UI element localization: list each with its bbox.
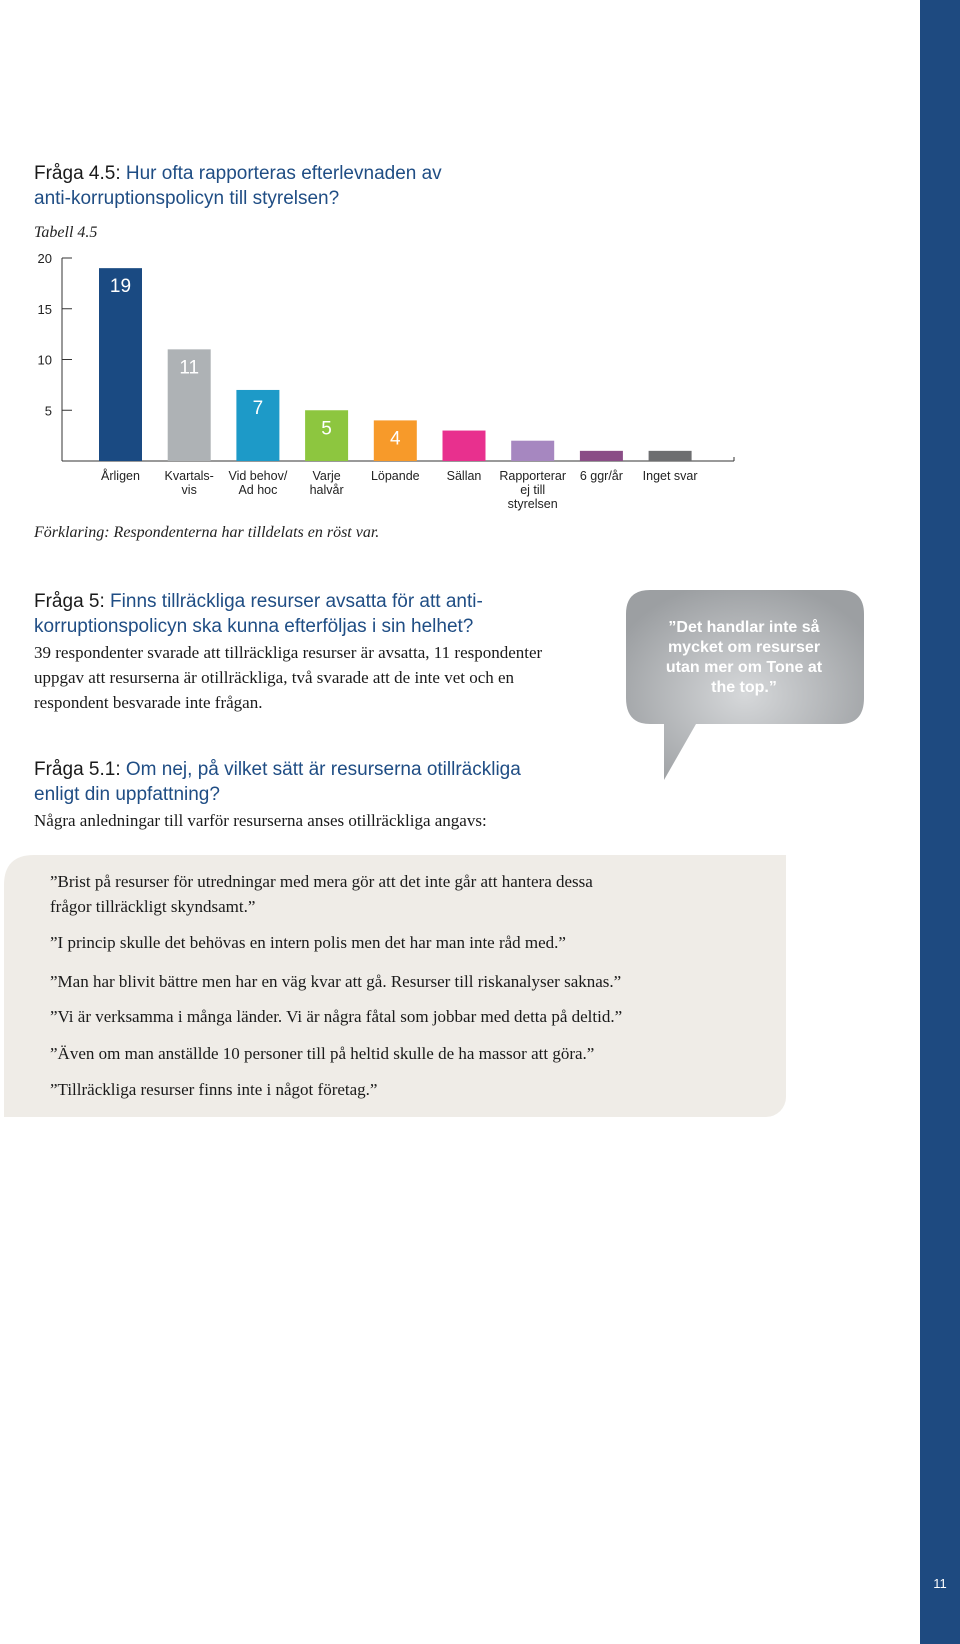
bar-value-label: 11	[179, 357, 200, 379]
speech-bubble-quote	[630, 618, 858, 698]
quote-item	[50, 969, 750, 994]
bubble-line: the top.”	[711, 679, 777, 696]
bubble-line: utan mer om Tone at	[665, 659, 823, 676]
table-label: Tabell 4.5	[34, 224, 98, 241]
category-label: styrelsen	[507, 497, 558, 511]
category-label: 6 ggr/år	[579, 469, 623, 483]
quote-line: ”Tillräckliga resurser finns inte i något företag.”	[50, 1080, 378, 1099]
question-5-1-intro: Några anledningar till varför resurserna anses otillräckliga angavs:	[34, 811, 487, 830]
y-tick-label: 10	[37, 352, 52, 368]
bubble-line: mycket om resurser	[667, 639, 821, 656]
category-label: Ad hoc	[238, 483, 278, 497]
quote-line: frågor tillräckligt skyndsamt.”	[50, 897, 256, 916]
category-label: Kvartals-	[164, 469, 214, 483]
bar	[649, 451, 692, 461]
side-stripe	[920, 0, 960, 1644]
y-tick-label: 5	[44, 403, 52, 419]
question-label: Fråga 5:	[34, 591, 105, 612]
answer-line: respondent besvarade inte frågan.	[34, 693, 263, 712]
bar	[443, 431, 486, 461]
quote-item	[50, 1077, 750, 1102]
bar-value-label: 19	[109, 276, 132, 298]
panel-corner	[4, 855, 34, 885]
quote-item	[50, 1004, 750, 1029]
question-text-line1: Hur ofta rapporteras efterlevnaden av	[125, 163, 442, 184]
category-label: Årligen	[101, 469, 140, 483]
question-text-line1: Finns tillräckliga resurser avsatta för att anti-	[110, 591, 483, 612]
quote-item	[50, 1041, 750, 1066]
question-label: Fråga 5.1:	[34, 759, 121, 780]
category-label: halvår	[309, 483, 344, 497]
category-label: vis	[181, 483, 197, 497]
category-label: Vid behov/	[228, 469, 288, 483]
category-label: Varje	[312, 469, 341, 483]
quote-line: ”I princip skulle det behövas en intern polis men det har man inte råd med.”	[50, 933, 566, 952]
bubble-line: ”Det handlar inte så	[668, 619, 820, 636]
bar	[511, 441, 554, 461]
quote-line: ”Brist på resurser för utredningar med mera gör att det inte går att hantera dessa	[50, 872, 593, 891]
answer-line: uppgav att resurserna är otillräckliga, två svarade att de inte vet och en	[34, 668, 515, 687]
y-tick-label: 15	[37, 301, 52, 317]
bar	[580, 451, 623, 461]
answer-line: 39 respondenter svarade att tillräckliga resurser är avsatta, 11 respondenter	[34, 643, 543, 662]
bar-value-label: 4	[390, 428, 401, 450]
chart-note: Förklaring: Respondenterna har tilldelats en röst var.	[34, 524, 380, 541]
category-label: Sällan	[446, 469, 482, 483]
question-text-line1: Om nej, på vilket sätt är resurserna otillräckliga	[125, 759, 521, 780]
page-number: 11	[933, 1576, 947, 1591]
question-text-line2: korruptionspolicyn ska kunna efterföljas i sin helhet?	[34, 616, 474, 637]
question-5-heading	[34, 589, 483, 639]
question-5-answer	[34, 640, 542, 715]
quote-line: ”Man har blivit bättre men har en väg kvar att gå. Resurser till riskanalyser saknas.”	[50, 972, 622, 991]
quote-item	[50, 869, 750, 919]
question-5-1-heading	[34, 757, 521, 807]
bar-value-label: 5	[321, 418, 332, 440]
quote-line: ”Vi är verksamma i många länder. Vi är några fåtal som jobbar med detta på deltid.”	[50, 1007, 623, 1026]
bar-value-label: 7	[252, 397, 264, 419]
quote-line: ”Även om man anställde 10 personer till på heltid skulle de ha massor att göra.”	[50, 1044, 595, 1063]
question-label: Fråga 4.5:	[34, 163, 121, 184]
category-label: ej till	[520, 483, 546, 497]
question-4-5-heading	[34, 161, 442, 211]
quote-item	[50, 930, 750, 955]
question-text-line2: anti-korruptionspolicyn till styrelsen?	[34, 188, 340, 209]
category-label: Inget svar	[642, 469, 698, 483]
bar-chart	[30, 248, 750, 518]
y-tick-label: 20	[37, 251, 52, 266]
category-label: Rapporterar	[499, 469, 567, 483]
question-text-line2: enligt din uppfattning?	[34, 784, 220, 805]
category-label: Löpande	[370, 469, 420, 483]
